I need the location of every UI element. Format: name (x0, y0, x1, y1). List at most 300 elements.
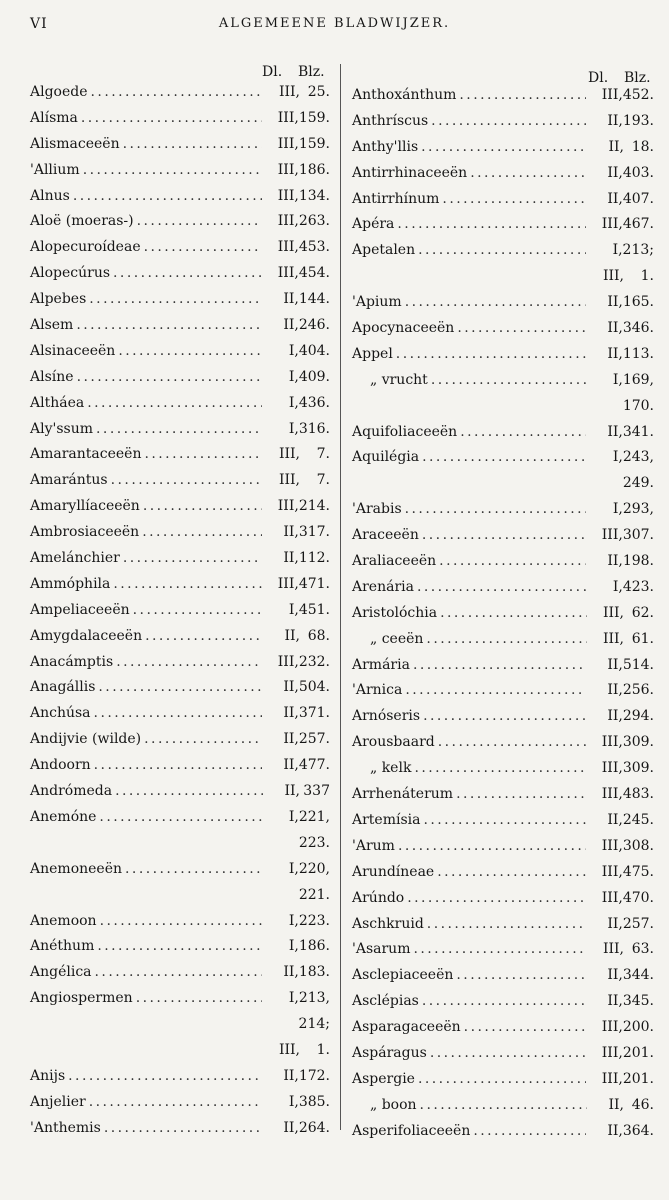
entry-term: Alopecúrus (30, 265, 111, 282)
entry-volume: II, (283, 757, 299, 774)
entry-volume: III, (601, 837, 623, 854)
leader-dots (422, 449, 586, 465)
entry-term: Arnóseris (352, 708, 421, 725)
entry-page: 201. (622, 1044, 654, 1061)
leader-dots (94, 705, 262, 721)
index-entry (352, 165, 654, 191)
entry-term: Altháea (30, 394, 85, 411)
index-entry (30, 291, 330, 317)
entry-page: 25. (307, 84, 330, 100)
leader-dots (125, 861, 262, 877)
index-entry (352, 553, 654, 579)
index-entry (352, 1019, 654, 1045)
index-entry (30, 576, 330, 602)
leader-dots (98, 679, 261, 695)
leader-dots (426, 631, 587, 647)
entry-page: 68. (307, 627, 330, 644)
leader-dots (142, 524, 262, 540)
entry-volume: I, (288, 1093, 299, 1110)
column-header (30, 62, 330, 84)
index-entry (352, 294, 654, 320)
entry-page: 345. (622, 993, 654, 1010)
index-entry (352, 967, 654, 993)
index-entry (352, 605, 654, 631)
leader-dots (123, 136, 262, 152)
entry-page: 246. (298, 317, 330, 334)
entry-term: Anemoon (30, 912, 97, 929)
entry-page: 200. (622, 1019, 654, 1036)
index-entry (352, 941, 654, 967)
leader-dots (118, 343, 262, 359)
index-entry (352, 708, 654, 734)
entry-page: 475. (622, 863, 654, 880)
leader-dots (422, 993, 586, 1009)
index-entry (30, 887, 330, 913)
entry-term: Anthy'llis (352, 138, 419, 155)
entry-page: 165. (622, 294, 654, 311)
entry-term: Asparagaceeën (352, 1019, 461, 1036)
leader-dots (407, 890, 586, 906)
entry-page: 214; (298, 1016, 330, 1033)
entry-page: 159. (298, 135, 330, 152)
entry-volume: I, (288, 368, 299, 385)
index-entry (30, 654, 330, 680)
index-entry (352, 216, 654, 242)
page-number: VI (30, 16, 48, 32)
leader-dots (113, 265, 262, 281)
index-entry (30, 835, 330, 861)
leader-dots (438, 734, 586, 750)
entry-term: Alnus (30, 187, 70, 204)
entry-term: Arrhenáterum (352, 786, 454, 803)
index-entry (352, 501, 654, 527)
index-entry (30, 369, 330, 395)
entry-volume: II, (283, 964, 299, 981)
index-entry (352, 993, 654, 1019)
entry-volume: II, (608, 138, 624, 155)
leader-dots (96, 421, 262, 437)
entry-page: 403. (622, 164, 654, 181)
entry-page: 317. (298, 524, 330, 541)
entry-page: 385. (298, 1093, 330, 1110)
index-entry (30, 705, 330, 731)
entry-term: Aspáragus (352, 1044, 427, 1061)
leader-dots (77, 369, 262, 385)
leader-dots (456, 967, 585, 983)
entry-term: Asperifoliaceeën (352, 1122, 471, 1139)
index-entry (352, 527, 654, 553)
index-entry (352, 812, 654, 838)
page-header-label: Blz. (298, 64, 325, 80)
entry-page: 144. (298, 291, 330, 308)
entry-term: Apéra (352, 216, 395, 233)
index-entry (30, 343, 330, 369)
entry-list (352, 87, 654, 1149)
entry-page: 223. (298, 912, 330, 929)
entry-volume: II, (607, 915, 623, 932)
leader-dots (413, 941, 587, 957)
entry-volume: I, (612, 242, 623, 259)
leader-dots (398, 838, 586, 854)
index-entry (30, 498, 330, 524)
volume-header: Dl. (262, 64, 283, 80)
index-entry (352, 424, 654, 450)
index-entry (352, 320, 654, 346)
leader-dots (145, 628, 263, 644)
entry-term: 'Allium (30, 161, 80, 178)
entry-page: 454. (298, 265, 330, 282)
entry-page: 337 (303, 783, 330, 800)
entry-page: 346. (622, 320, 654, 337)
index-entry (352, 139, 654, 165)
entry-page: 404. (298, 342, 330, 359)
entry-term: Aquilégia (352, 449, 420, 466)
entry-volume: I, (612, 371, 623, 388)
entry-term: Anijs (30, 1067, 66, 1084)
entry-page: 451. (298, 601, 330, 618)
entry-page: 46. (631, 1096, 654, 1113)
entry-page: 1. (640, 268, 654, 285)
entry-volume: II, (607, 112, 623, 129)
leader-dots (115, 783, 263, 799)
page-header (0, 16, 669, 40)
leader-dots (457, 320, 586, 336)
entry-page: 436. (298, 394, 330, 411)
index-entry (30, 188, 330, 214)
entry-term: Anjelier (30, 1093, 86, 1110)
entry-page: 483. (622, 786, 654, 803)
entry-volume: I, (288, 860, 299, 877)
leader-dots (423, 708, 586, 724)
index-entry (30, 421, 330, 447)
entry-volume: II, (283, 291, 299, 308)
index-entry (352, 1071, 654, 1097)
entry-volume: III, (602, 941, 624, 958)
index-entry (352, 864, 654, 890)
entry-page: 364. (622, 1122, 654, 1139)
entry-volume: II, (283, 679, 299, 696)
entry-term: Amelánchier (30, 550, 120, 567)
leader-dots (422, 527, 586, 543)
entry-volume: III, (278, 1041, 300, 1058)
index-entry (352, 760, 654, 786)
index-entry (30, 861, 330, 887)
entry-page: 193. (622, 112, 654, 129)
entry-volume: III, (601, 863, 623, 880)
entry-page: 477. (298, 757, 330, 774)
leader-dots (473, 1123, 585, 1139)
entry-page: 308. (622, 837, 654, 854)
entry-term: Alsíne (30, 368, 74, 385)
index-entry (30, 679, 330, 705)
index-entry (352, 631, 654, 657)
entry-term: Alsem (30, 317, 74, 334)
entry-term: Aristolóchia (352, 604, 438, 621)
entry-page: 294. (622, 708, 654, 725)
entry-term: Andoorn (30, 757, 91, 774)
entry-term: Arousbaard (352, 734, 435, 751)
leader-dots (421, 139, 587, 155)
entry-page: 61. (631, 630, 654, 647)
entry-term: Artemísia (352, 811, 421, 828)
entry-term: Aquifoliaceeën (352, 423, 458, 440)
entry-term: Aloë (moeras-) (30, 213, 134, 230)
index-entry (352, 113, 654, 139)
index-entry (30, 136, 330, 162)
leader-dots (94, 757, 262, 773)
leader-dots (456, 786, 586, 802)
entry-term: Anthoxánthum (352, 87, 457, 103)
index-entry (30, 1120, 330, 1146)
entry-volume: III, (601, 889, 623, 906)
index-entry (352, 449, 654, 475)
entry-term: „ ceeën (370, 630, 424, 647)
index-entry (352, 1045, 654, 1071)
entry-term: 'Apium (352, 294, 402, 311)
index-entry (30, 213, 330, 239)
entry-page: 307. (622, 527, 654, 544)
index-entry (30, 731, 330, 757)
entry-page: 201. (622, 1070, 654, 1087)
entry-page: 309. (622, 734, 654, 751)
entry-page: 183. (298, 964, 330, 981)
entry-page: 213, (298, 990, 330, 1007)
entry-page: 18. (631, 138, 654, 155)
entry-page: 407. (622, 190, 654, 207)
entry-page: 112. (298, 550, 330, 567)
entry-term: Anemóne (30, 808, 97, 825)
entry-volume: III, (277, 135, 299, 152)
leader-dots (459, 87, 585, 103)
index-entry (30, 524, 330, 550)
entry-page: 113. (622, 345, 654, 362)
entry-volume: I, (612, 578, 623, 595)
index-entry (352, 372, 654, 398)
entry-term: Asclepiaceeën (352, 967, 454, 984)
index-entry (30, 757, 330, 783)
entry-page: 470. (622, 889, 654, 906)
entry-volume: II, (607, 423, 623, 440)
entry-term: Alismaceeën (30, 135, 120, 152)
entry-volume: I, (288, 342, 299, 359)
index-entry (30, 913, 330, 939)
entry-page: 341. (622, 423, 654, 440)
entry-volume: II, (607, 1122, 623, 1139)
entry-volume: III, (277, 109, 299, 126)
index-entry (30, 964, 330, 990)
index-entry (352, 734, 654, 760)
entry-term: Aschkruid (352, 915, 424, 932)
entry-term: „ kelk (370, 760, 412, 777)
leader-dots (439, 553, 586, 569)
entry-term: Armária (352, 656, 410, 673)
entry-page: 1. (316, 1041, 330, 1058)
leader-dots (440, 605, 587, 621)
entry-page: 172. (298, 1067, 330, 1084)
entry-volume: III, (601, 734, 623, 751)
entry-volume: II, (607, 553, 623, 570)
index-entry (352, 346, 654, 372)
entry-volume: II, (607, 811, 623, 828)
entry-page: 7. (316, 446, 330, 463)
entry-volume: I, (288, 912, 299, 929)
leader-dots (470, 165, 586, 181)
leader-dots (405, 501, 586, 517)
entry-volume: III, (601, 786, 623, 803)
leader-dots (83, 162, 262, 178)
entry-page: 159. (298, 109, 330, 126)
entry-page: 245. (622, 811, 654, 828)
leader-dots (417, 579, 586, 595)
entry-term: Andijvie (wilde) (30, 731, 142, 748)
entry-page: 220, (298, 860, 330, 877)
entry-page: 471. (298, 575, 330, 592)
index-entry (352, 916, 654, 942)
index-entry (30, 317, 330, 343)
index-entry (352, 890, 654, 916)
index-entry (30, 990, 330, 1016)
index-entry (352, 242, 654, 268)
entry-volume: II, (607, 345, 623, 362)
entry-volume: II, (283, 524, 299, 541)
index-entry (30, 1016, 330, 1042)
entry-page: 452. (622, 87, 654, 103)
entry-page: 221, (298, 808, 330, 825)
leader-dots (460, 424, 586, 440)
entry-volume: III, (277, 187, 299, 204)
entry-page: 198. (622, 553, 654, 570)
entry-volume: II, (607, 294, 623, 311)
entry-volume: III, (277, 575, 299, 592)
column-divider (340, 64, 341, 1130)
leader-dots (144, 731, 262, 747)
entry-volume: I, (288, 601, 299, 618)
entry-volume: I, (612, 501, 623, 518)
entry-page: 249. (622, 475, 654, 492)
entry-page: 243, (622, 449, 654, 466)
column-header (352, 62, 654, 84)
entry-volume: II, (607, 190, 623, 207)
entry-term: „ boon (370, 1096, 417, 1113)
leader-dots (76, 317, 261, 333)
entry-page: 186. (298, 938, 330, 955)
entry-term: Antirrhínum (352, 190, 440, 207)
entry-volume: I, (288, 938, 299, 955)
running-title: ALGEMEENE BLADWIJZER. (218, 16, 451, 31)
entry-volume: II, (607, 708, 623, 725)
index-entry (30, 84, 330, 110)
entry-page: 186. (298, 161, 330, 178)
entry-term: 'Asarum (352, 941, 411, 958)
entry-list (30, 84, 330, 1146)
entry-term: Anéthum (30, 938, 95, 955)
index-entry (30, 162, 330, 188)
entry-volume: III, (278, 446, 300, 463)
leader-dots (111, 472, 263, 488)
entry-volume: III, (277, 498, 299, 515)
index-entry (30, 446, 330, 472)
leader-dots (405, 682, 585, 698)
index-entry (352, 475, 654, 501)
entry-term: Aly'ssum (30, 420, 94, 437)
entry-page: 7. (316, 472, 330, 489)
leader-dots (144, 239, 262, 255)
entry-term: Alopecuroídeae (30, 239, 141, 256)
leader-dots (397, 216, 585, 232)
entry-term: Amaryllíaceeën (30, 498, 140, 515)
entry-page: 257. (622, 915, 654, 932)
index-entry (30, 938, 330, 964)
entry-volume: III, (601, 87, 623, 103)
leader-dots (89, 291, 262, 307)
entry-page: 221. (298, 886, 330, 903)
leader-dots (87, 395, 262, 411)
entry-term: 'Arabis (352, 501, 402, 518)
entry-term: Arenária (352, 578, 414, 595)
leader-dots (427, 916, 586, 932)
entry-volume: III, (602, 604, 624, 621)
entry-page: 134. (298, 187, 330, 204)
entry-page: 257. (298, 731, 330, 748)
entry-volume: II, (283, 705, 299, 722)
leader-dots (104, 1120, 262, 1136)
index-entry (30, 1068, 330, 1094)
leader-dots (123, 550, 262, 566)
entry-volume: II, (607, 656, 623, 673)
leader-dots (97, 938, 261, 954)
entry-volume: III, (601, 760, 623, 777)
leader-dots (143, 498, 262, 514)
leader-dots (99, 809, 261, 825)
entry-volume: III, (277, 265, 299, 282)
entry-volume: I, (612, 449, 623, 466)
index-entry (30, 628, 330, 654)
entry-term: Algoede (30, 84, 88, 100)
leader-dots (420, 1097, 587, 1113)
entry-term: Asclépias (352, 993, 419, 1010)
entry-page: 467. (622, 216, 654, 233)
entry-volume: I, (288, 808, 299, 825)
leader-dots (396, 346, 586, 362)
entry-volume: I, (288, 420, 299, 437)
leader-dots (431, 372, 586, 388)
entry-term: 'Anthemis (30, 1119, 101, 1136)
entry-term: Anemoneeën (30, 860, 123, 877)
entry-page: 256. (622, 682, 654, 699)
entry-term: Andrómeda (30, 783, 113, 800)
entry-volume: II, (607, 967, 623, 984)
index-column-right (352, 62, 654, 1149)
entry-volume: II, (283, 550, 299, 567)
index-entry (352, 838, 654, 864)
index-entry (30, 602, 330, 628)
entry-volume: II, (283, 1067, 299, 1084)
entry-volume: II, (607, 320, 623, 337)
leader-dots (442, 191, 585, 207)
entry-page: 213; (622, 242, 654, 259)
index-entry (352, 398, 654, 424)
entry-term: Amarantaceeën (30, 446, 142, 463)
leader-dots (413, 657, 586, 673)
leader-dots (68, 1068, 262, 1084)
index-entry (352, 1097, 654, 1123)
index-entry (30, 809, 330, 835)
entry-term: „ vrucht (370, 371, 428, 388)
index-entry (352, 87, 654, 113)
leader-dots (430, 1045, 586, 1061)
index-entry (30, 1094, 330, 1120)
leader-dots (116, 654, 262, 670)
